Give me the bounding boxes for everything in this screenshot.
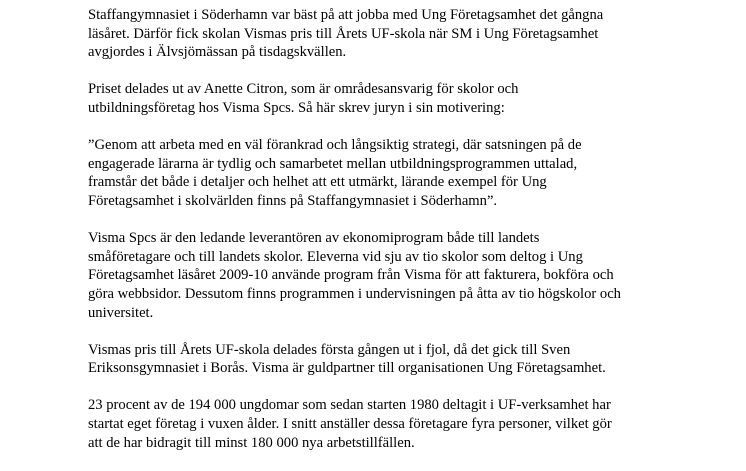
text-line: universitet. xyxy=(88,304,154,321)
text-line: Vismas pris till Årets UF-skola delades första gången ut i fjol, då det gick till Sven xyxy=(88,341,571,358)
text-line: startat eget företag i vuxen ålder. I snitt anställer dessa företagare fyra personer, vilket gör xyxy=(88,416,612,433)
text-line: avgjordes i Älvsjömässan på tisdagskvällen. xyxy=(88,44,347,61)
paragraph-jury-quote xyxy=(88,136,688,210)
text-line: göra webbsidor. Dessutom finns programmen i undervisningen på åtta av tio högskolor och xyxy=(88,285,621,302)
text-line: Priset delades ut av Anette Citron, som är områdesansvarig för skolor och xyxy=(88,81,519,98)
text-line: utbildningsföretag hos Visma Spcs. Så här skrev juryn i sin motivering: xyxy=(88,99,505,116)
paragraph-visma-spcs xyxy=(88,229,688,322)
text-line: Företagsamhet läsåret 2009-10 använde program från Visma för att fakturera, bokföra och xyxy=(88,267,614,284)
text-line: engagerade lärarna är tydlig och samarbetet mellan utbildningsprogrammen uttalad, xyxy=(88,155,578,172)
text-line: 23 procent av de 194 000 ungdomar som sedan starten 1980 deltagit i UF-verksamhet har xyxy=(88,397,611,414)
paragraph-intro xyxy=(88,6,688,62)
paragraph-statistics xyxy=(88,396,688,452)
text-line: läsåret. Därför fick skolan Vismas pris till Årets UF-skola när SM i Ung Företagsamhet xyxy=(88,25,599,42)
paragraph-award xyxy=(88,80,688,117)
text-line: att de har bidragit till minst 180 000 nya arbetstillfällen. xyxy=(88,434,415,451)
text-line: Eriksonsgymnasiet i Borås. Visma är guldpartner till organisationen Ung Företagsamhet. xyxy=(88,360,606,377)
text-line: Staffangymnasiet i Söderhamn var bäst på att jobba med Ung Företagsamhet det gångna xyxy=(88,7,604,23)
paragraph-history xyxy=(88,341,688,378)
text-line: framstår det både i detaljer och helhet att ett utmärkt, lärande exempel för Ung xyxy=(88,174,547,191)
document-body xyxy=(88,6,688,471)
text-line: ”Genom att arbeta med en väl förankrad och långsiktig strategi, där satsningen på de xyxy=(88,137,582,154)
text-line: småföretagare och till landets skolor. Eleverna vid sju av tio skolor som deltog i Ung xyxy=(88,248,583,265)
text-line: Visma Spcs är den ledande leverantören av ekonomiprogram både till landets xyxy=(88,230,540,247)
text-line: Företagsamhet i skolvärlden finns på Staffangymnasiet i Söderhamn”. xyxy=(88,192,498,209)
